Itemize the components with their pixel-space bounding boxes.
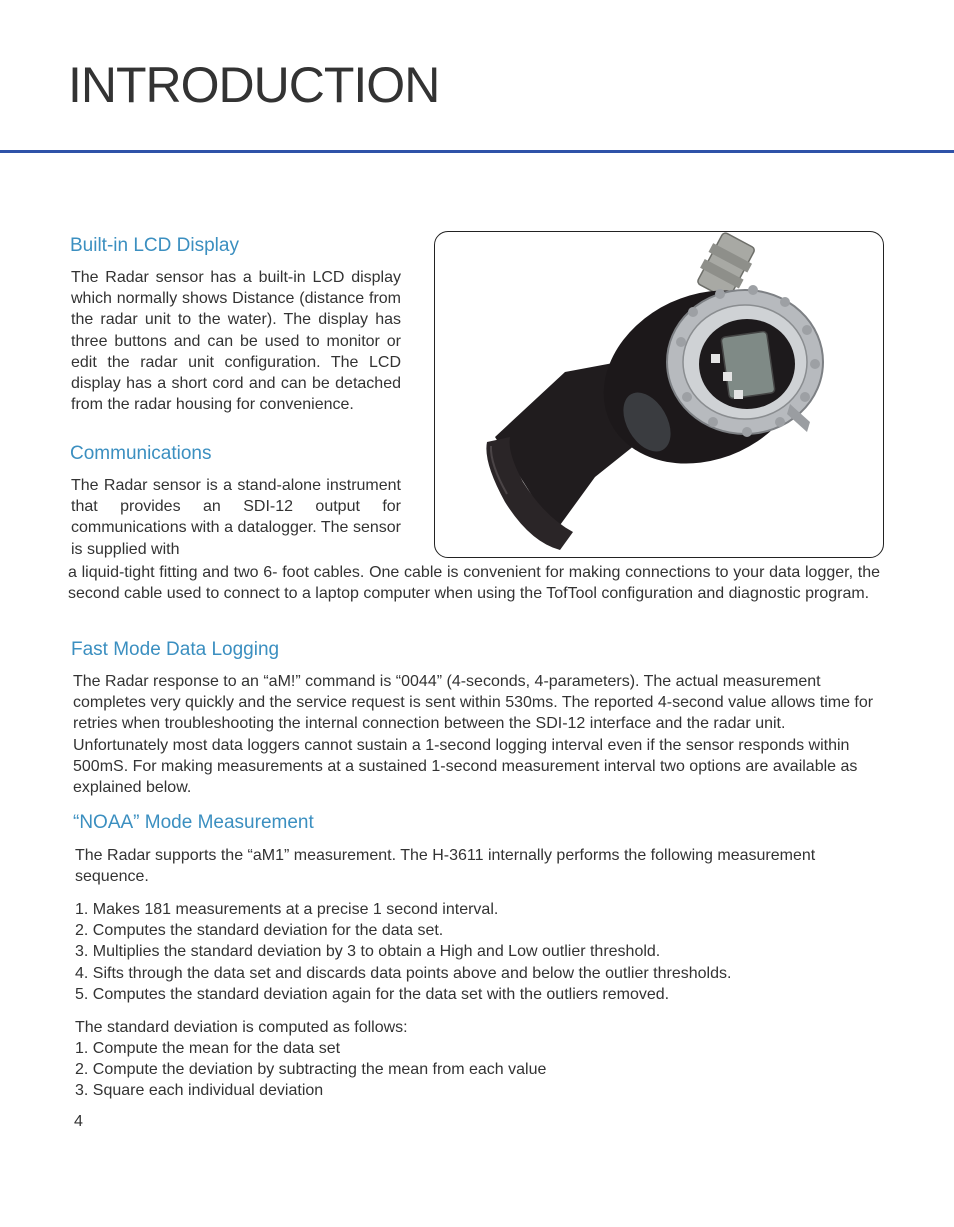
section-heading-noaa: “NOAA” Mode Measurement	[73, 812, 314, 833]
section-heading-communications: Communications	[70, 443, 212, 464]
section-body-lcd: The Radar sensor has a built-in LCD display which normally shows Distance (distance from the radar unit to the water). The display has three buttons and can be used to monitor or edit the radar unit configuration. The LCD display has a short cord and can be detached from the radar housing for convenience.	[71, 269, 401, 414]
page-title: INTRODUCTION	[68, 57, 440, 113]
list-item: 2. Compute the deviation by subtracting the mean from each value	[75, 1061, 547, 1079]
section-body-communications-continued: a liquid-tight fitting and two 6- foot cables. One cable is convenient for making connections to your data logger, the second cable used to connect to a laptop computer when using the TofTool configuration and diagnostic program.	[68, 564, 880, 603]
std-dev-steps-list	[75, 1038, 875, 1102]
list-item: 1. Compute the mean for the data set	[75, 1040, 341, 1057]
list-item: 3. Multiplies the standard deviation by 3 to obtain a High and Low outlier threshold.	[75, 943, 661, 961]
title-rule	[0, 150, 954, 153]
list-item: 5. Computes the standard deviation again for the data set with the outliers removed.	[75, 985, 670, 1003]
section-heading-fast-mode: Fast Mode Data Logging	[71, 639, 280, 660]
sensor-figure-frame	[434, 231, 884, 558]
list-item: 3. Square each individual deviation	[75, 1082, 324, 1100]
noaa-steps-list	[75, 899, 875, 1005]
std-dev-intro: The standard deviation is computed as follows:	[75, 1019, 408, 1036]
section-body-fast-mode: The Radar response to an “aM!” command is “0044” (4-seconds, 4-parameters). The actual measurement completes very quickly and the service request is sent within 530ms. The reported 4-second value allows time for retries when troubleshooting the internal connection between the SDI-12 interface and the radar unit. Unfortunately most data loggers cannot sustain a 1-second logging interval even if the sensor responds within 500mS. For making measurements at a sustained 1-second measurement interval two options are available as explained below.	[73, 673, 874, 797]
section-heading-lcd: Built-in LCD Display	[70, 235, 239, 256]
page-number: 4	[74, 1113, 83, 1130]
radar-sensor-icon	[435, 232, 883, 556]
list-item: 1. Makes 181 measurements at a precise 1 second interval.	[75, 901, 499, 918]
section-body-noaa-intro: The Radar supports the “aM1” measurement. The H-3611 internally performs the following measurement sequence.	[75, 847, 816, 886]
list-item: 4. Sifts through the data set and discards data points above and below the outlier thresholds.	[75, 964, 732, 982]
list-item: 2. Computes the standard deviation for the data set.	[75, 922, 444, 940]
section-body-communications: The Radar sensor is a stand-alone instrument that provides an SDI-12 output for communications with a datalogger. The sensor is supplied with	[71, 477, 401, 558]
